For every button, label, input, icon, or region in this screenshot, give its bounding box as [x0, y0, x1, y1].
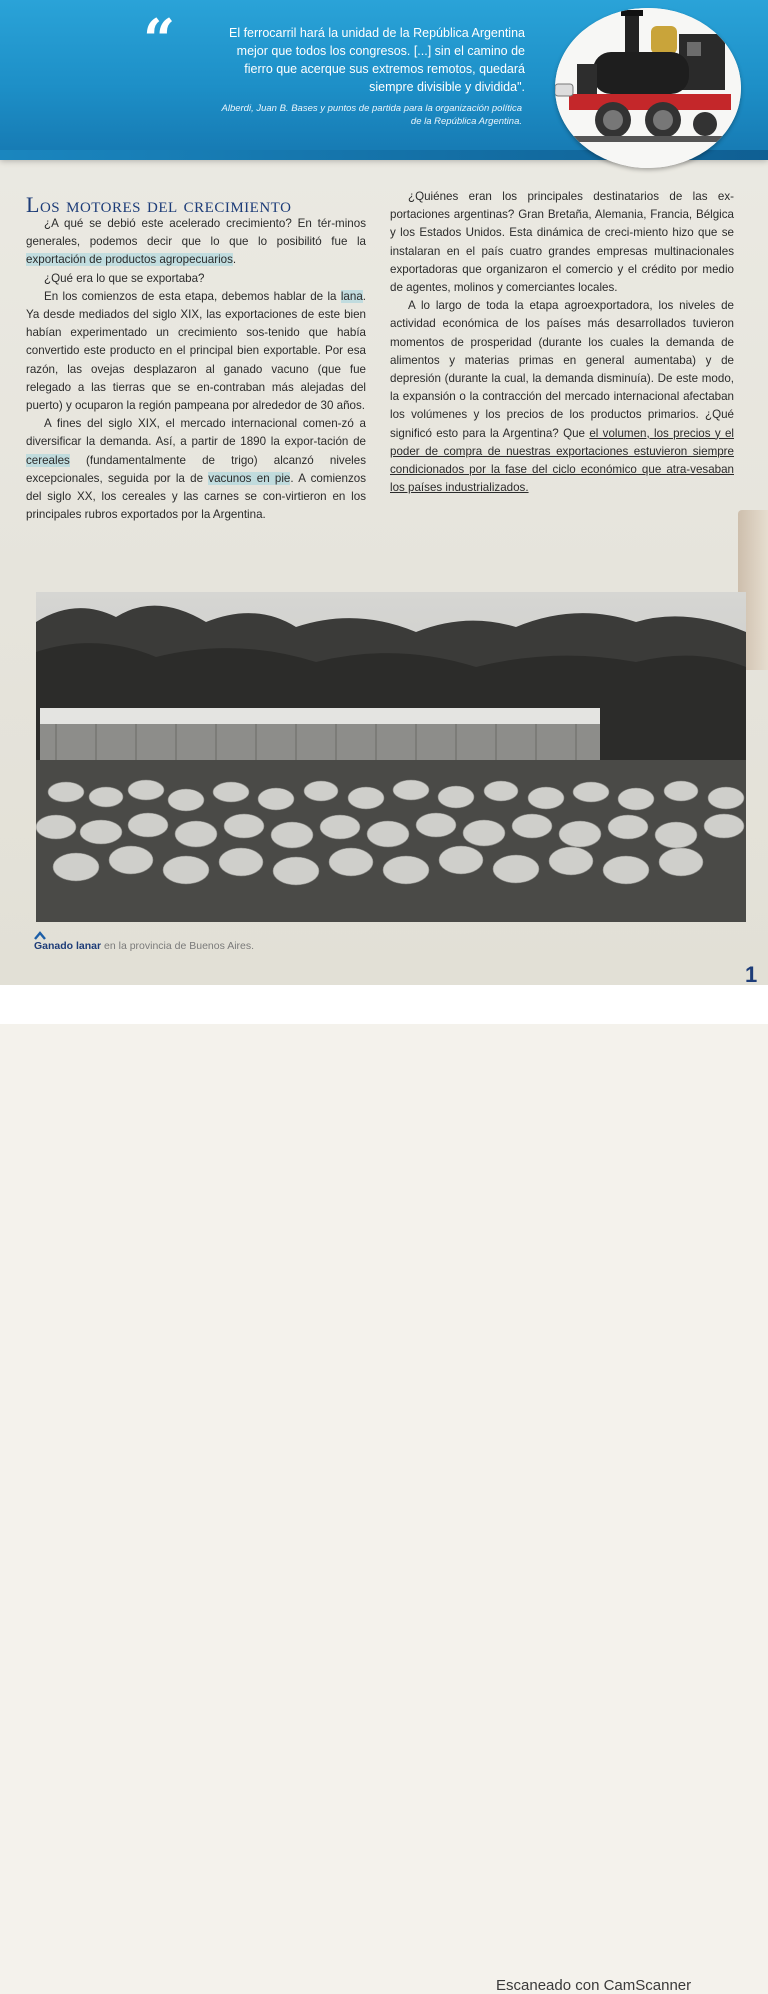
text: A lo largo de toda la etapa agroexportadora, los niveles de actividad económica de los países más desarrollados tuvieron momentos de prosperidad (durante los cuales la demanda de alimentos y materias primas en general aumentaba) y de depresión (durante la cual, la demanda disminuía). De este modo, la expansión o la contracción del mercado internacional afectaban los volúmenes y los precios de los productos primarios. ¿Qué significó esto para la Argentina? Que [390, 299, 734, 440]
source-line: de la República Argentina. [410, 116, 522, 127]
sheep-photo-illustration [36, 592, 746, 922]
textbook-page [0, 0, 768, 985]
text: ¿A qué se debió este acelerado crecimiento? En tér-minos generales, podemos decir que lo que lo posibilitó fue la [26, 217, 366, 249]
highlighted-text: exportación de productos agropecuarios [26, 253, 233, 267]
quote-line: fierro que acerque sus extremos remotos, quedará [244, 62, 525, 76]
scanner-watermark: Escaneado con CamScanner [496, 1977, 692, 1994]
underlined-text: el volumen, los precios y el poder de compra de nuestras exportaciones estuvieron siempre condicionados por la fase del ciclo económico que atra-vesaban los países industrializados. [390, 426, 734, 495]
paragraph: ¿Quiénes eran los principales destinatarios de las ex-portaciones argentinas? Gran Bretaña, Alemania, Francia, Bélgica y los Estados Unidos. Esta dinámica de creci-miento hizo que se instalaran en el país cuatro grandes empresas multinacionales exportadoras que organizaron el comercio y el crédito por medio de agentes, molinos y comerciantes locales. [390, 190, 734, 295]
caption-bold: Ganado lanar [34, 940, 102, 952]
paragraph [390, 297, 734, 497]
quote-banner [0, 0, 768, 158]
paragraph [26, 415, 366, 524]
source-line: Alberdi, Juan B. Bases y puntos de partida para la organización política [221, 103, 522, 114]
photo-caption [34, 940, 254, 952]
locomotive-illustration [555, 8, 741, 168]
paragraph [26, 288, 366, 415]
quote-mark: “ [143, 7, 176, 73]
quote-line: mejor que todos los congresos. [...] sin el camino de [236, 44, 525, 58]
section-title: Los motores del crecimiento [26, 192, 292, 217]
paragraph [26, 215, 366, 270]
text: . A comienzos del siglo XX, los cereales y las carnes se con-virtieron en los principales rubros exportados por la Argentina. [26, 471, 366, 522]
caption-arrow-icon [34, 930, 46, 940]
scanner-footer [0, 985, 768, 1994]
text: . [232, 253, 237, 267]
quote-line: siempre divisible y dividida". [369, 80, 525, 94]
caption-rest: en la provincia de Buenos Aires. [101, 940, 255, 952]
text: A fines del siglo XIX, el mercado internacional comen-zó a diversificar la demanda. Así, a partir de 1890 la expor-tación de [26, 417, 366, 449]
text: (fundamentalmente de trigo) alcanzó niveles excepcionales, seguida por la de [26, 453, 366, 485]
quote-source [150, 102, 522, 128]
quote-text [175, 24, 525, 96]
page-number: 1 [745, 962, 758, 985]
highlighted-text: vacunos en pie [208, 471, 291, 485]
right-column [390, 188, 734, 497]
quote-line: El ferrocarril hará la unidad de la República Argentina [228, 26, 525, 40]
highlighted-text: lana [340, 289, 363, 303]
text: . Ya desde mediados del siglo XIX, las exportaciones de este bien habían experimentado un crecimiento sos-tenido que había convertido este producto en el principal bien exportable. Por esa razón, las ovejas desplazaron al ganado vacuno (que fue relegado a las tierras que se en-contraban más alejadas del puerto) y ocuparon la región pampeana por alrededor de 30 años. [26, 289, 366, 413]
text: En los comienzos de esta etapa, debemos hablar de la [44, 289, 341, 303]
paragraph: ¿Qué era lo que se exportaba? [44, 271, 205, 285]
left-column [26, 215, 366, 524]
sheep-photo [36, 592, 746, 922]
highlighted-text: cereales [26, 453, 70, 467]
locomotive-image [555, 8, 741, 168]
